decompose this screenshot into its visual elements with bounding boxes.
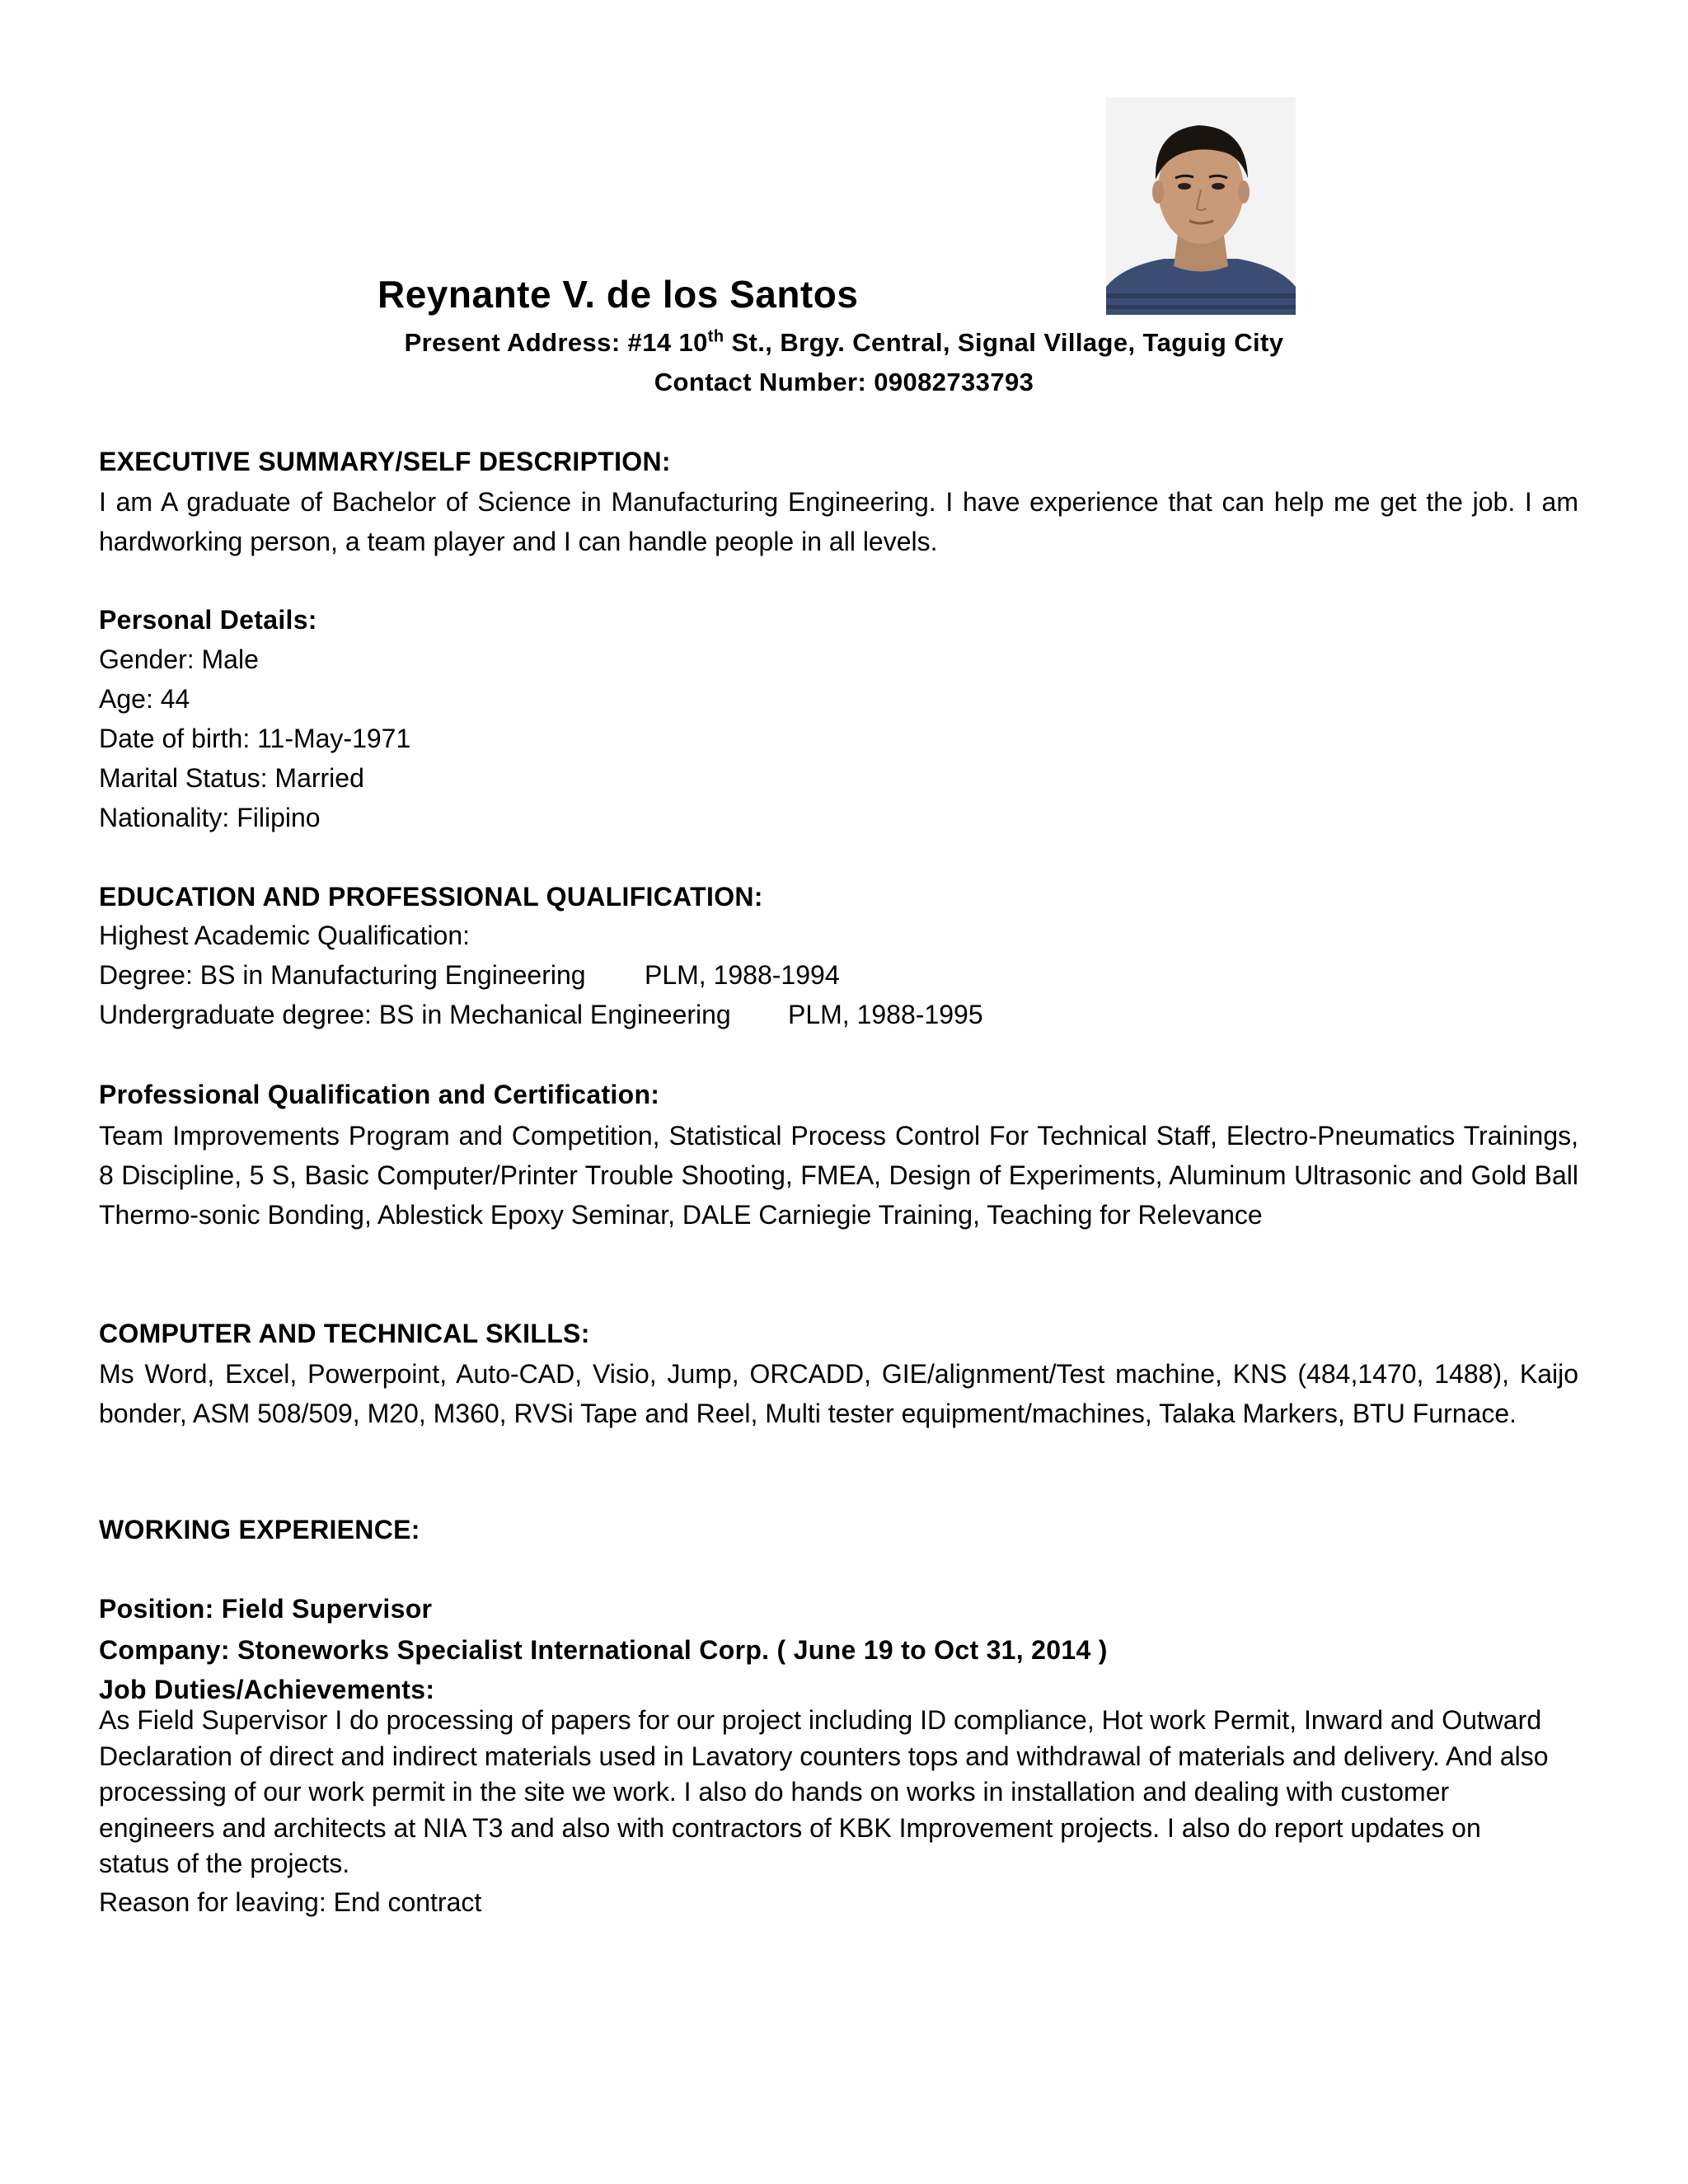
education-heading: EDUCATION AND PROFESSIONAL QUALIFICATION: <box>99 882 763 912</box>
education-degree-school: PLM, 1988-1994 <box>645 960 840 990</box>
certification-heading: Professional Qualification and Certification: <box>99 1080 660 1109</box>
address-suffix: St., Brgy. Central, Signal Village, Taguig City <box>724 328 1284 357</box>
profile-photo <box>1106 97 1296 315</box>
education-undergrad: Undergraduate degree: BS in Mechanical Engineering <box>99 1000 731 1029</box>
education-degree: Degree: BS in Manufacturing Engineering <box>99 960 586 990</box>
present-address <box>0 328 1688 358</box>
personal-gender: Gender: Male <box>99 644 259 674</box>
address-superscript: th <box>707 327 724 346</box>
personal-nationality: Nationality: Filipino <box>99 803 321 832</box>
summary-text: I am A graduate of Bachelor of Science in Manufacturing Engineering. I have experience that can help me get the job. I am hardworking person, a team player and I can handle people in all levels. <box>99 487 1578 556</box>
experience-duties-heading: Job Duties/Achievements: <box>99 1675 435 1704</box>
experience-position: Position: Field Supervisor <box>99 1594 433 1624</box>
personal-heading: Personal Details: <box>99 605 317 635</box>
education-highest: Highest Academic Qualification: <box>99 921 470 950</box>
experience-reason: Reason for leaving: End contract <box>99 1887 482 1917</box>
contact-number: Contact Number: 09082733793 <box>654 368 1034 396</box>
candidate-name: Reynante V. de los Santos <box>377 273 859 316</box>
experience-duties-text: As Field Supervisor I do processing of papers for our project including ID compliance, Hot work Permit, Inward and Outward Declaration of direct and indirect materials used in Lavatory counters tops and withdrawal of materials and delivery. And also processing of our work permit in the site we work. I also do hands on works in installation and dealing with customer engineers and architects at NIA T3 and also with contractors of KBK Improvement projects. I also do report updates on status of the projects. <box>99 1705 1549 1878</box>
certification-text: Team Improvements Program and Competition, Statistical Process Control For Technical Staff, Electro-Pneumatics Trainings, 8 Discipline, 5 S, Basic Computer/Printer Trouble Shooting, FMEA, Design of Experiments, Aluminum Ultrasonic and Gold Ball Thermo-sonic Bonding, Ablestick Epoxy Seminar, DALE Carniegie Training, Teaching for Relevance <box>99 1121 1578 1230</box>
personal-marital: Marital Status: Married <box>99 763 364 793</box>
profile-photo-image <box>1106 97 1296 315</box>
summary-heading: EXECUTIVE SUMMARY/SELF DESCRIPTION: <box>99 447 671 476</box>
personal-age: Age: 44 <box>99 684 190 714</box>
experience-heading: WORKING EXPERIENCE: <box>99 1515 420 1544</box>
address-prefix: Present Address: #14 10 <box>404 328 708 357</box>
skills-text: Ms Word, Excel, Powerpoint, Auto-CAD, Visio, Jump, ORCADD, GIE/alignment/Test machine, KNS (484,1470, 1488), Kaijo bonder, ASM 508/509, M20, M360, RVSi Tape and Reel, Multi tester equipment/machines, Talaka Markers, BTU Furnace. <box>99 1359 1578 1428</box>
education-undergrad-school: PLM, 1988-1995 <box>788 1000 983 1029</box>
skills-heading: COMPUTER AND TECHNICAL SKILLS: <box>99 1319 590 1348</box>
experience-company: Company: Stoneworks Specialist International Corp. ( June 19 to Oct 31, 2014 ) <box>99 1635 1108 1665</box>
personal-dob: Date of birth: 11-May-1971 <box>99 724 411 753</box>
